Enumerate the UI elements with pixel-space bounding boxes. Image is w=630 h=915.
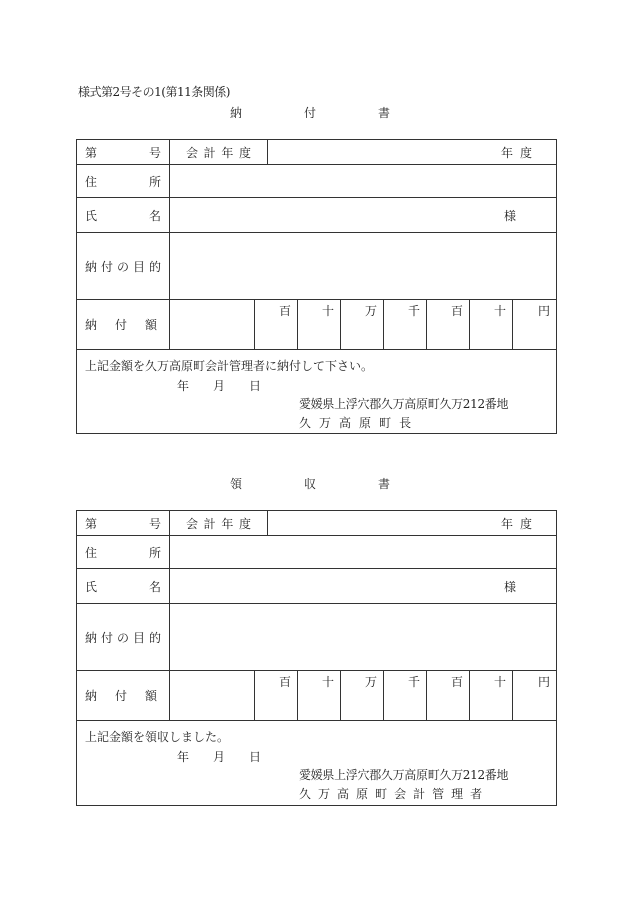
title-char: 納 (230, 106, 243, 120)
title-char: 領 (230, 477, 243, 491)
issuer-signature: 久 万 高 原 町 会 計 管 理 者 (299, 787, 483, 801)
fiscal-year-suffix: 年 度 (500, 145, 532, 160)
title-char: 付 (303, 106, 316, 120)
digit-cell: 百 (427, 300, 470, 349)
fiscal-year-label: 会 計 年 度 (170, 140, 268, 164)
purpose-label: 納 付 の 目 的 (77, 233, 170, 299)
amount-row (77, 300, 556, 350)
name-label: 氏 名 (77, 569, 170, 603)
document-title (230, 104, 390, 121)
digit-cell: 百 (427, 671, 470, 720)
instruction-text: 上記金額を領収しました。 (85, 730, 230, 744)
amount-blank-cell (170, 671, 255, 720)
address-label: 住 所 (77, 536, 170, 568)
fiscal-year-label: 会 計 年 度 (170, 511, 268, 535)
digit-cell: 十 (298, 671, 341, 720)
address-row (77, 165, 556, 198)
payment-slip-form (76, 139, 557, 434)
issuer-address: 愛媛県上浮穴郡久万高原町久万212番地 (299, 768, 509, 782)
digit-cell: 百 (255, 671, 298, 720)
purpose-label: 納 付 の 目 的 (77, 604, 170, 670)
issuer-signature: 久 万 高 原 町 長 (299, 416, 412, 430)
digit-cell: 十 (470, 300, 513, 349)
form-number-label: 様式第2号その1(第11条関係) (78, 85, 230, 99)
digit-cell: 円 (537, 675, 550, 689)
date-line: 年 月 日 (177, 750, 262, 764)
digit-cell: 十 (298, 300, 341, 349)
amount-label: 納 付 額 (77, 671, 170, 720)
number-row (77, 511, 556, 536)
number-row (77, 140, 556, 165)
digit-cell: 百 (255, 300, 298, 349)
purpose-row (77, 233, 556, 300)
honorific-suffix: 様 (503, 208, 516, 223)
number-label: 第 号 (77, 140, 170, 164)
date-line: 年 月 日 (177, 379, 262, 393)
digit-cell: 千 (384, 300, 427, 349)
digit-cell: 万 (341, 671, 384, 720)
amount-blank-cell (170, 300, 255, 349)
name-row (77, 569, 556, 604)
title-char: 書 (377, 106, 390, 120)
amount-label: 納 付 額 (77, 300, 170, 349)
issuer-address: 愛媛県上浮穴郡久万高原町久万212番地 (299, 397, 509, 411)
amount-row (77, 671, 556, 721)
address-label: 住 所 (77, 165, 170, 197)
purpose-row (77, 604, 556, 671)
digit-cell: 千 (384, 671, 427, 720)
name-label: 氏 名 (77, 198, 170, 232)
name-row (77, 198, 556, 233)
fiscal-year-suffix: 年 度 (500, 516, 532, 531)
instruction-text: 上記金額を久万高原町会計管理者に納付して下さい。 (85, 359, 374, 373)
receipt-form (76, 510, 557, 806)
honorific-suffix: 様 (503, 579, 516, 594)
document-title (230, 475, 390, 492)
title-char: 書 (377, 477, 390, 491)
digit-cell: 円 (537, 304, 550, 318)
address-row (77, 536, 556, 569)
title-char: 収 (303, 477, 316, 491)
digit-cell: 万 (341, 300, 384, 349)
number-label: 第 号 (77, 511, 170, 535)
digit-cell: 十 (470, 671, 513, 720)
